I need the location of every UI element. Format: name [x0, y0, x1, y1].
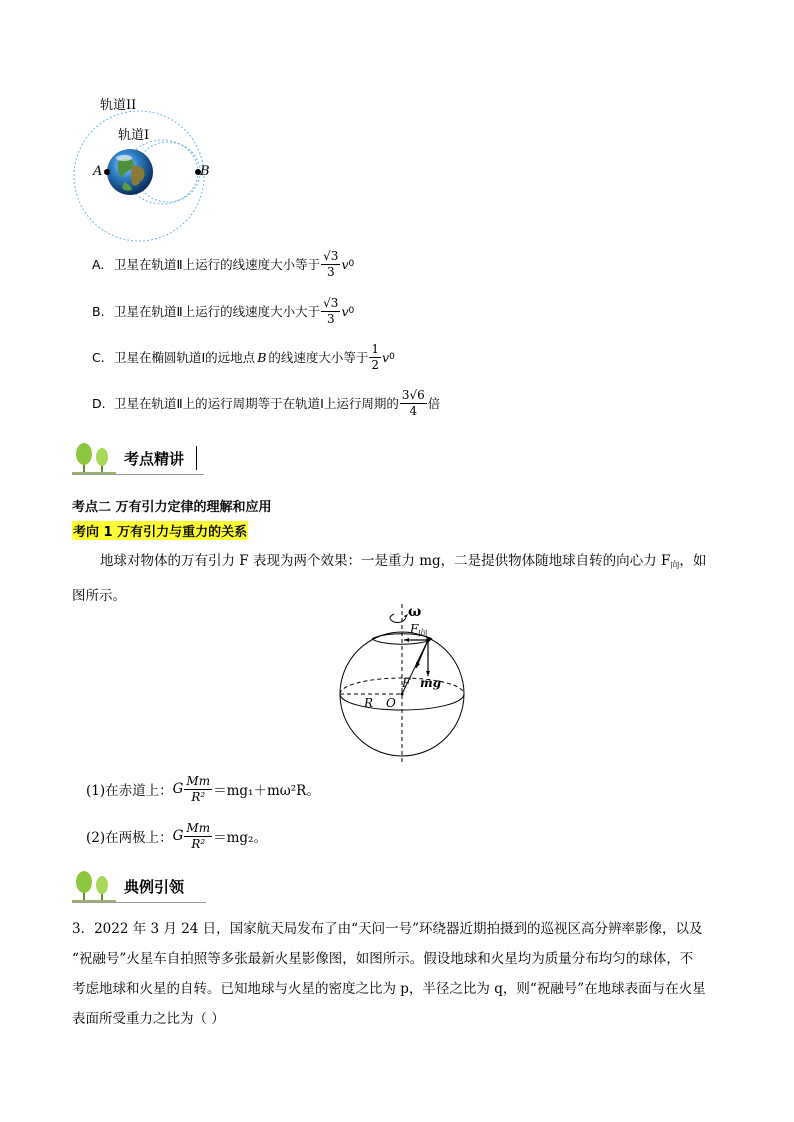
option-d: [92, 389, 440, 417]
o-label: O: [386, 696, 396, 710]
orbit-1-label: 轨道I: [118, 128, 150, 143]
para1-tail: ，如: [679, 553, 707, 569]
option-c-text2: 的线速度大小等于: [268, 350, 369, 366]
section-subheading: 考向 1 万有引力与重力的关系: [72, 521, 248, 540]
f-dir-sub: 向: [418, 629, 428, 639]
banner-kaodian: [72, 442, 197, 474]
option-d-den: 4: [409, 403, 418, 418]
point-a-label: A: [93, 164, 103, 179]
earth-globe: [107, 149, 153, 195]
formula-2-g: G: [172, 828, 184, 845]
option-c-point: B: [257, 349, 267, 365]
point-a-dot: [104, 169, 110, 175]
option-c-fraction: [369, 343, 381, 371]
orbit-2-label: 轨道II: [100, 98, 137, 113]
option-a-text: 卫星在轨道Ⅱ上运行的线速度大小等于: [114, 257, 321, 273]
option-d-label: D.: [92, 395, 106, 411]
formula-1: [86, 775, 320, 803]
para1-line2: 图所示。: [72, 588, 126, 604]
question-3-line3: 考虑地球和火星的自转。已知地球与火星的密度之比为 p，半径之比为 q，则“祝融号”在地球表面与在火星: [72, 981, 706, 997]
para1-sub: 向: [670, 561, 680, 571]
banner-dianli: [72, 870, 184, 902]
option-c-num: 1: [371, 342, 380, 356]
option-b-fraction: [321, 297, 340, 325]
option-b-den: 3: [326, 311, 335, 326]
formula-2-den: R²: [191, 836, 206, 851]
formula-2-label: (2)在两极上：: [86, 830, 173, 847]
formula-2: [86, 822, 267, 850]
option-b-num: √3: [323, 296, 339, 310]
orbit-figure: [66, 92, 226, 242]
tree-icon: [72, 442, 116, 474]
formula-2-rhs: ＝mg₂。: [213, 830, 267, 847]
question-3: [72, 914, 742, 1034]
banner-kaodian-rule: [72, 474, 204, 475]
formula-1-den: R²: [191, 789, 206, 804]
omega-label: ω: [408, 604, 422, 620]
banner-dianli-rule: [72, 902, 206, 903]
option-b-label: B.: [92, 303, 105, 319]
r-label: R: [364, 696, 374, 710]
tree-icon: [72, 870, 116, 902]
section-paragraph: [72, 546, 732, 611]
formula-1-label: (1)在赤道上：: [86, 783, 173, 800]
option-c-label: C.: [92, 349, 105, 365]
formula-1-g: G: [172, 781, 184, 798]
mg-label: mg: [420, 676, 442, 690]
f-dir-var: F: [410, 622, 419, 636]
section-heading: 考点二 万有引力定律的理解和应用: [72, 500, 272, 515]
option-a-fraction: [321, 250, 340, 278]
option-d-text: 卫星在轨道Ⅱ上的运行周期等于在轨道Ⅰ上运行周期的: [114, 396, 399, 412]
formula-1-rhs: ＝mg₁＋mω²R。: [213, 783, 320, 800]
banner-kaodian-title: 考点精讲: [124, 449, 185, 468]
sphere-figure: [336, 604, 468, 764]
banner-dianli-title: 典例引领: [124, 877, 185, 896]
option-c: [92, 343, 395, 371]
option-c-var: v: [382, 349, 390, 365]
option-d-num: 3√6: [401, 388, 425, 402]
formula-1-num: Mm: [186, 774, 211, 788]
option-a-den: 3: [326, 264, 335, 279]
option-a-var: v: [341, 256, 349, 272]
option-b-text: 卫星在轨道Ⅱ上运行的线速度大小大于: [114, 304, 321, 320]
option-b-sub: 0: [348, 306, 355, 317]
point-b-label: B: [200, 164, 210, 179]
option-b: [92, 297, 354, 325]
option-a-sub: 0: [348, 259, 355, 270]
question-3-line2: “祝融号”火星车自拍照等多张最新火星影像图，如图所示。假设地球和火星均为质量分布均匀的球体，不: [72, 951, 694, 967]
option-a: [92, 250, 354, 278]
para1-text: 地球对物体的万有引力 F 表现为两个效果：一是重力 mg，二是提供物体随地球自转的向心力 F: [100, 553, 671, 569]
option-c-den: 2: [371, 357, 380, 372]
option-c-text: 卫星在椭圆轨道Ⅰ的远地点: [114, 350, 256, 366]
option-a-num: √3: [323, 249, 339, 263]
banner-kaodian-underline: [186, 446, 197, 470]
f-dir-label: [410, 622, 427, 639]
option-d-tail: 倍: [427, 396, 441, 412]
question-3-line4: 表面所受重力之比为（ ）: [72, 1011, 225, 1027]
option-d-fraction: [400, 389, 427, 417]
formula-1-fraction: [184, 775, 212, 803]
f-label: F: [402, 676, 411, 690]
formula-2-num: Mm: [186, 821, 211, 835]
formula-2-fraction: [184, 822, 212, 850]
option-b-var: v: [341, 303, 349, 319]
option-c-sub: 0: [389, 352, 395, 363]
option-a-label: A.: [92, 256, 105, 272]
question-3-line1: 3．2022 年 3 月 24 日，国家航天局发布了由“天问一号”环绕器近期拍摄到的巡视区高分辨率影像，以及: [72, 921, 703, 937]
